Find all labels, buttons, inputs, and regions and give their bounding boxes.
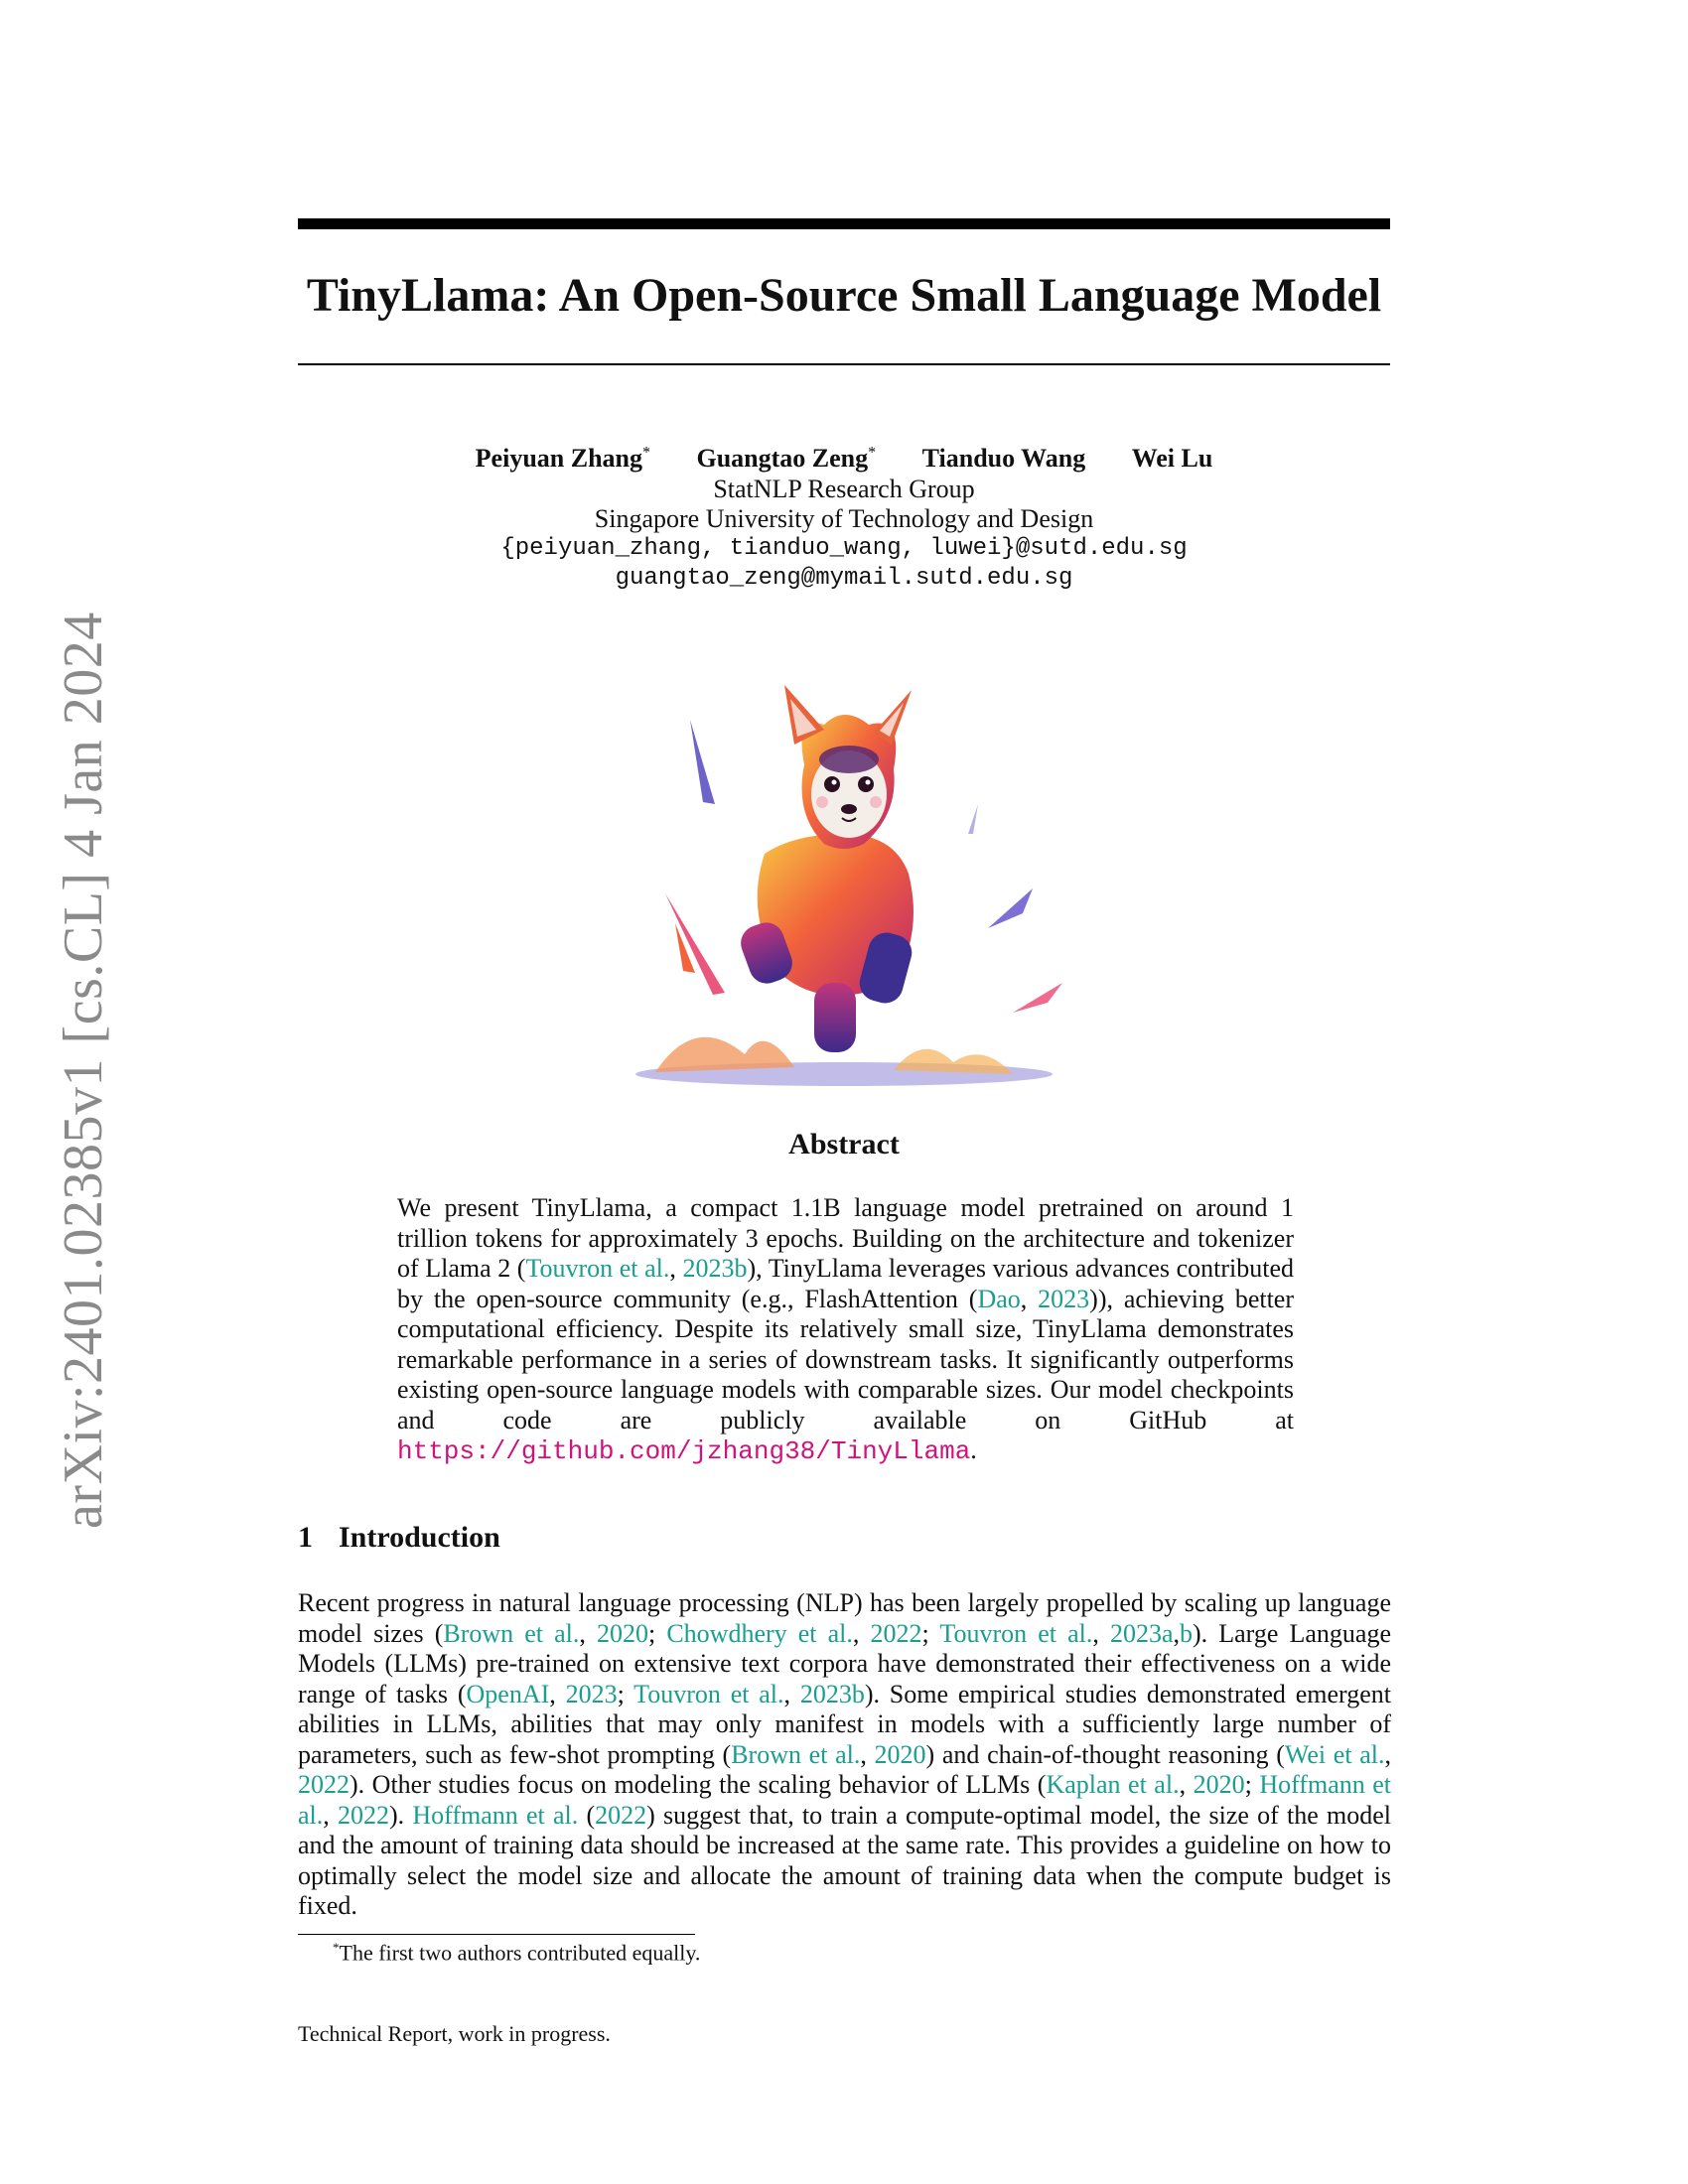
citation-link[interactable]: Brown et al. (731, 1739, 861, 1769)
citation-link[interactable]: 2020 (597, 1618, 649, 1648)
citation-link[interactable]: Touvron et al. (525, 1254, 670, 1283)
author-name: Wei Lu (1131, 443, 1213, 473)
citation-link[interactable]: 2022 (298, 1770, 350, 1799)
citation-link[interactable]: Hoffmann et al. (412, 1800, 579, 1830)
introduction-paragraph: Recent progress in natural language processing (NLP) has been largely propelled by scaling up language model sizes (Brown et al., 2020; Chowdhery et al., 2022; Touvron et al., 2023a,b). Large Language Models (LLMs) pre-trained on extensive text corpora have demonstrated their effectiveness on a wide range of tasks (OpenAI, 2023; Touvron et al., 2023b). Some empirical studies demonstrated emergent abilities in LLMs, abilities that may only manifest in models with a sufficiently large number of parameters, such as few-shot prompting (Brown et al., 2020) and chain-of-thought reasoning (Wei et al., 2022). Other studies focus on modeling the scaling behavior of LLMs (Kaplan et al., 2020; Hoffmann et al., 2022). Hoffmann et al. (2022) suggest that, to train a compute-optimal model, the size of the model and the amount of training data should be increased at the same rate. This provides a guideline on how to optimally select the model size and allocate the amount of training data when the compute budget is fixed. (298, 1588, 1392, 1920)
author-names (298, 437, 1390, 475)
author-name: Peiyuan Zhang* (475, 443, 650, 473)
citation-link[interactable]: OpenAI (466, 1679, 550, 1708)
section-heading-introduction (298, 1521, 500, 1555)
footnote: *The first two authors contributed equally. (333, 1940, 701, 1966)
citation-link[interactable]: 2020 (1193, 1770, 1245, 1799)
title-bottom-rule (298, 363, 1390, 365)
abstract-heading: Abstract (788, 1128, 900, 1160)
title-top-rule (298, 218, 1390, 229)
author-name: Tianduo Wang (921, 443, 1086, 473)
author-block (298, 437, 1390, 594)
citation-link[interactable]: Brown et al. (443, 1618, 580, 1648)
citation-link[interactable]: 2023 (1038, 1284, 1090, 1313)
github-url-link[interactable]: https://github.com/jzhang38/TinyLlama (397, 1436, 971, 1466)
citation-link[interactable]: Wei et al. (1284, 1739, 1385, 1769)
affiliation-university: Singapore University of Technology and Design (594, 503, 1094, 533)
arxiv-side-stamp: arXiv:2401.02385v1 [cs.CL] 4 Jan 2024 (53, 612, 114, 1529)
affiliation-group: StatNLP Research Group (713, 474, 975, 503)
author-email-secondary: guangtao_zeng@mymail.sutd.edu.sg (615, 564, 1073, 592)
section-number: 1 (298, 1521, 313, 1554)
page-footer-note: Technical Report, work in progress. (298, 2021, 611, 2046)
citation-link[interactable]: 2023b (799, 1679, 865, 1708)
citation-link[interactable]: 2022 (595, 1800, 647, 1830)
citation-link[interactable]: 2023a (1109, 1618, 1174, 1648)
citation-link[interactable]: Hoffmann et al. (298, 1770, 1392, 1830)
citation-link[interactable]: 2023 (565, 1679, 618, 1708)
author-name: Guangtao Zeng* (696, 443, 877, 473)
tinyllama-illustration (596, 685, 1092, 1102)
paper-title: TinyLlama: An Open-Source Small Language Model (306, 269, 1382, 322)
citation-link[interactable]: Dao (977, 1284, 1021, 1313)
citation-link[interactable]: b (1180, 1618, 1193, 1648)
section-title: Introduction (339, 1521, 500, 1554)
citation-link[interactable]: Touvron et al. (633, 1679, 784, 1708)
citation-link[interactable]: Touvron et al. (939, 1618, 1093, 1648)
citation-link[interactable]: 2020 (874, 1739, 926, 1769)
citation-link[interactable]: 2022 (870, 1618, 922, 1648)
citation-link[interactable]: 2023b (682, 1254, 748, 1283)
citation-link[interactable]: Kaplan et al. (1046, 1770, 1180, 1799)
author-email-primary: {peiyuan_zhang, tianduo_wang, luwei}@sutd.edu.sg (500, 534, 1188, 562)
citation-link[interactable]: Chowdhery et al. (666, 1618, 853, 1648)
abstract-body: We present TinyLlama, a compact 1.1B language model pretrained on around 1 trillion tokens for approximately 3 epochs. Building on the architecture and tokenizer of Llama 2 (Touvron et al., 2023b), TinyLlama leverages various advances contributed by the open-source community (e.g., FlashAttention (Dao, 2023)), achieving better computational efficiency. Despite its relatively small size, TinyLlama demonstrates remarkable performance in a series of downstream tasks. It significantly outperforms existing open-source language models with comparable sizes. Our model checkpoints and code are publicly available on GitHub at https://github.com/jzhang38/TinyLlama. (397, 1193, 1295, 1466)
citation-link[interactable]: 2022 (337, 1800, 389, 1830)
footnote-divider (298, 1934, 695, 1935)
